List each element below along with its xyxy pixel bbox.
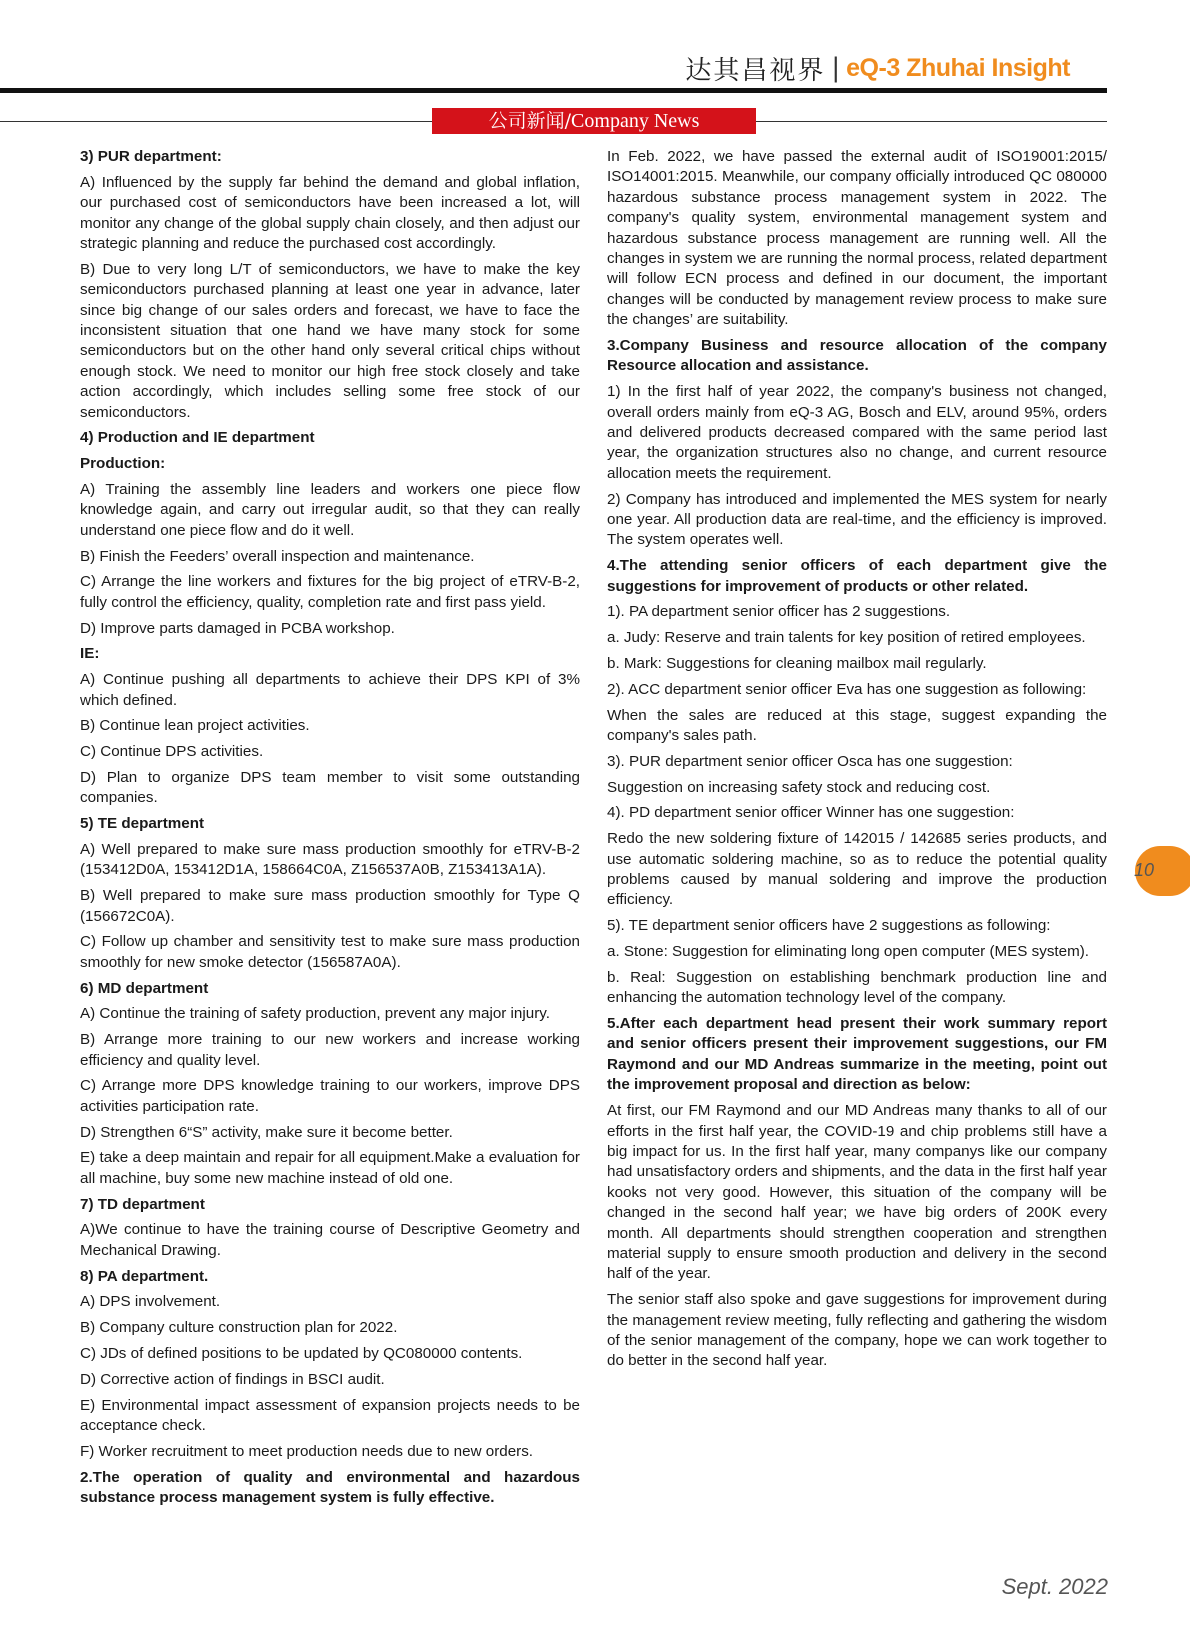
section-heading: Production:	[80, 455, 166, 473]
masthead	[685, 50, 1070, 86]
paragraph: 3). PUR department senior officer Osca has one suggestion:	[607, 752, 1013, 770]
paragraph: D) Improve parts damaged in PCBA workshop.	[80, 619, 395, 637]
paragraph: E) take a deep maintain and repair for all equipment.Make a evaluation for all machine, buy some new machine instead of old one.	[80, 1149, 580, 1187]
paragraph: A) DPS involvement.	[80, 1293, 221, 1311]
paragraph: B) Continue lean project activities.	[80, 717, 310, 735]
header-rule-thick	[0, 88, 1107, 93]
paragraph: C) Arrange the line workers and fixtures for the big project of eTRV-B-2, fully control the efficiency, quality, completion rate and first pass yield.	[80, 573, 580, 611]
paragraph: F) Worker recruitment to meet production needs due to new orders.	[80, 1442, 534, 1460]
section-heading: 2.The operation of quality and environmental and hazardous substance process management system is fully effective.	[80, 1468, 580, 1507]
left-column	[80, 147, 580, 1514]
paragraph: D) Strengthen 6“S” activity, make sure it become better.	[80, 1123, 453, 1141]
page-number: 10	[1134, 860, 1155, 880]
right-column	[607, 147, 1107, 1377]
paragraph: C) Arrange more DPS knowledge training to our workers, improve DPS activities participation rate.	[80, 1077, 580, 1115]
paragraph: When the sales are reduced at this stage, suggest expanding the company's sales path.	[607, 706, 1107, 745]
masthead-title-en: eQ-3 Zhuhai Insight	[846, 53, 1070, 82]
paragraph: A) Continue pushing all departments to achieve their DPS KPI of 3% which defined.	[80, 671, 580, 709]
section-heading: 3.Company Business and resource allocation of the company Resource allocation and assistance.	[607, 337, 1107, 375]
paragraph: 4). PD department senior officer Winner has one suggestion:	[607, 804, 1015, 822]
paragraph: E) Environmental impact assessment of expansion projects needs to be acceptance check.	[80, 1396, 580, 1435]
section-heading: 8) PA department.	[80, 1267, 209, 1285]
paragraph: a. Stone: Suggestion for eliminating long open computer (MES system).	[607, 943, 1090, 961]
paragraph: C) JDs of defined positions to be updated by QC080000 contents.	[80, 1345, 523, 1363]
paragraph: B) Due to very long L/T of semiconductors, we have to make the key semiconductors purchased planning at least one year in advance, later since big change of our sales orders and forecast, we have to face the inconsistent situation that one hand we have many stock for some semiconductors but on the other hand only several critical chips without enough stock. We need to monitor our high free stock closely and take action accordingly, which includes selling some free stock of our semiconductors.	[80, 260, 580, 421]
paragraph: D) Plan to organize DPS team member to visit some outstanding companies.	[80, 769, 580, 807]
paragraph: D) Corrective action of findings in BSCI audit.	[80, 1370, 385, 1388]
paragraph: A) Continue the training of safety production, prevent any major injury.	[80, 1005, 550, 1023]
section-heading: 3) PUR department:	[80, 148, 222, 165]
paragraph: A)We continue to have the training course of Descriptive Geometry and Mechanical Drawing.	[80, 1221, 580, 1259]
paragraph: B) Arrange more training to our new workers and increase working efficiency and quality level.	[80, 1031, 580, 1069]
section-label-slash: /	[564, 110, 572, 132]
paragraph: Redo the new soldering fixture of 142015 / 142685 series products, and use automatic soldering machine, so as to reduce the potential quality problems caused by manual soldering and improve the production efficiency.	[607, 830, 1107, 909]
paragraph: A) Well prepared to make sure mass production smoothly for eTRV-B-2 (153412D0A, 153412D1A, 158664C0A, Z156537A0B, Z153413A1A).	[80, 841, 580, 879]
masthead-title-cn: 达其昌视界	[685, 55, 826, 86]
paragraph: B) Well prepared to make sure mass production smoothly for Type Q (156672C0A).	[80, 887, 580, 925]
paragraph: The senior staff also spoke and gave suggestions for improvement during the management review meeting, fully reflecting and gathering the wisdom of the senior management of the company, hope we can work together to do better in the second half year.	[607, 1291, 1107, 1370]
section-label-en: Company News	[571, 110, 700, 132]
paragraph: B) Finish the Feeders’ overall inspection and maintenance.	[80, 547, 475, 565]
paragraph: At first, our FM Raymond and our MD Andreas many thanks to all of our efforts in the first half year, the COVID-19 and chip problems still have a big impact for us. In the first half year, many companys like our company had unsatisfactory orders and shipments, and the data in the first half year kooks not very good. However, this situation of the company will be changed in the second half year; we have big orders of 200K every month. All departments should strengthen cooperation and strengthen material supply to ensure smooth production and delivery in the second half of the year.	[607, 1102, 1107, 1283]
paragraph: a. Judy: Reserve and train talents for key position of retired employees.	[607, 629, 1086, 647]
paragraph: 2) Company has introduced and implemented the MES system for nearly one year. All production data are real-time, and the efficiency is improved. The system operates well.	[607, 490, 1107, 549]
section-heading: 6) MD department	[80, 979, 209, 997]
masthead-separator: |	[831, 53, 841, 83]
issue-date: Sept. 2022	[1001, 1574, 1108, 1599]
paragraph: b. Mark: Suggestions for cleaning mailbox mail regularly.	[607, 655, 987, 673]
section-heading: 4) Production and IE department	[80, 429, 315, 447]
section-heading: 7) TD department	[80, 1195, 205, 1213]
paragraph: 1). PA department senior officer has 2 suggestions.	[607, 603, 951, 621]
paragraph: A) Influenced by the supply far behind the demand and global inflation, our purchased cost of semiconductors have been increased a lot, will monitor any change of the global supply chain closely, and then adjust our strategic planning and reduce the purchased cost accordingly.	[80, 173, 580, 253]
section-banner	[432, 108, 756, 134]
section-heading: 5.After each department head present their work summary report and senior officers present their improvement suggestions, our FM Raymond and our MD Andreas summarize in the meeting, point out the improvement proposal and direction as below:	[607, 1015, 1107, 1094]
paragraph: C) Follow up chamber and sensitivity test to make sure mass production smoothly for new smoke detector (156587A0A).	[80, 933, 580, 971]
paragraph: 5). TE department senior officers have 2 suggestions as following:	[607, 917, 1051, 935]
section-heading: 4.The attending senior officers of each department give the suggestions for improvement of products or other related.	[607, 557, 1107, 595]
paragraph: b. Real: Suggestion on establishing benchmark production line and enhancing the automation technology level of the company.	[607, 968, 1107, 1007]
paragraph: 2). ACC department senior officer Eva has one suggestion as following:	[607, 680, 1087, 698]
paragraph: B) Company culture construction plan for 2022.	[80, 1319, 398, 1337]
section-heading: 5) TE department	[80, 815, 205, 833]
paragraph: 1) In the first half of year 2022, the company's business not changed, overall orders mainly from eQ-3 AG, Bosch and ELV, around 95%, orders and delivered products decreased compared with the same period last year, the organization structures also no change, and current resource allocation meets the requirement.	[607, 383, 1107, 482]
paragraph: C) Continue DPS activities.	[80, 743, 264, 761]
paragraph: Suggestion on increasing safety stock and reducing cost.	[607, 778, 991, 796]
section-heading: IE:	[80, 645, 100, 663]
paragraph: In Feb. 2022, we have passed the external audit of ISO19001:2015/ ISO14001:2015. Meanwhile, our company officially introduced QC 080000 hazardous substance process management system in 2022. The company's quality system, environmental management system and hazardous substance process management are running well. All the changes in system we are running the normal process, related department will follow ECN process and defined in our document, the important changes will be conducted by management review process to make sure the changes’ are suitability.	[607, 148, 1107, 329]
section-label-cn: 公司新闻	[488, 110, 565, 132]
paragraph: A) Training the assembly line leaders and workers one piece flow knowledge again, and carry out irregular audit, so that they can really understand one piece flow and do it well.	[80, 481, 580, 539]
